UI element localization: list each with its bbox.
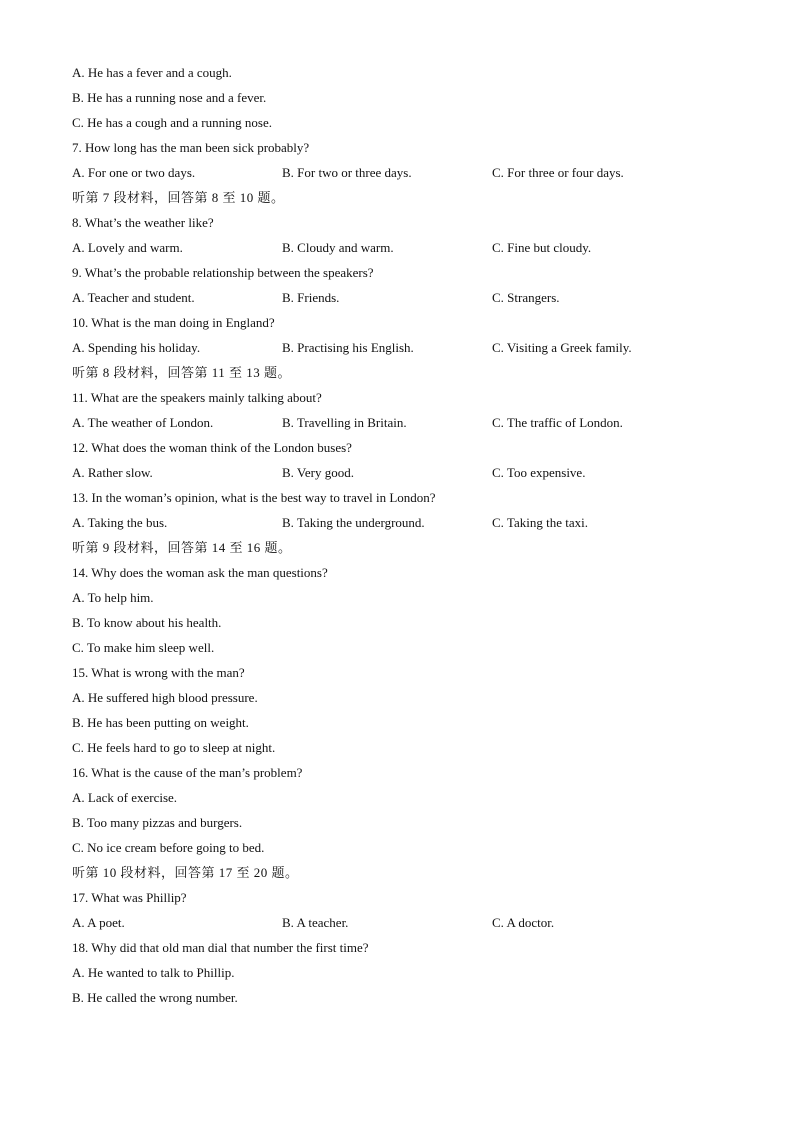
question-line: 9. What’s the probable relationship between the speakers?: [72, 265, 374, 280]
answer-option: A. The weather of London.: [72, 415, 214, 430]
answer-option: A. A poet.: [72, 915, 125, 930]
question-line: 14. Why does the woman ask the man questions?: [72, 565, 328, 580]
answer-option: C. Strangers.: [492, 290, 560, 305]
answer-option: C. Taking the taxi.: [492, 515, 588, 530]
question-line: A. To help him.: [72, 590, 154, 605]
answer-option: C. A doctor.: [492, 915, 555, 930]
options-row: [72, 414, 752, 439]
question-line: 12. What does the woman think of the London buses?: [72, 440, 352, 455]
question-line: C. He has a cough and a running nose.: [72, 115, 273, 130]
question-line: 11. What are the speakers mainly talking about?: [72, 390, 322, 405]
options-row: [72, 339, 752, 364]
question-line: C. To make him sleep well.: [72, 640, 215, 655]
options-row: [72, 239, 752, 264]
section-header: 听第 8 段材料，回答第 11 至 13 题。: [72, 365, 292, 380]
options-row: [72, 464, 752, 489]
question-line: 7. How long has the man been sick probably?: [72, 140, 310, 155]
answer-option: B. A teacher.: [282, 915, 349, 930]
question-line: C. He feels hard to go to sleep at night.: [72, 740, 276, 755]
question-line: B. Too many pizzas and burgers.: [72, 815, 243, 830]
answer-option: C. For three or four days.: [492, 165, 624, 180]
question-line: 17. What was Phillip?: [72, 890, 187, 905]
section-header: 听第 10 段材料，回答第 17 至 20 题。: [72, 865, 299, 880]
options-row: [72, 164, 752, 189]
question-line: 15. What is wrong with the man?: [72, 665, 245, 680]
answer-option: C. Fine but cloudy.: [492, 240, 592, 255]
answer-option: C. The traffic of London.: [492, 415, 623, 430]
answer-option: C. Too expensive.: [492, 465, 586, 480]
options-row: [72, 514, 752, 539]
exam-questions: [72, 64, 752, 1014]
answer-option: B. Travelling in Britain.: [282, 415, 407, 430]
answer-option: A. For one or two days.: [72, 165, 196, 180]
answer-option: B. Very good.: [282, 465, 354, 480]
question-line: A. He wanted to talk to Phillip.: [72, 965, 235, 980]
question-line: 8. What’s the weather like?: [72, 215, 214, 230]
question-line: 16. What is the cause of the man’s problem?: [72, 765, 303, 780]
question-line: C. No ice cream before going to bed.: [72, 840, 265, 855]
question-line: B. He has a running nose and a fever.: [72, 90, 267, 105]
question-line: 18. Why did that old man dial that number the first time?: [72, 940, 369, 955]
section-header: 听第 7 段材料，回答第 8 至 10 题。: [72, 190, 285, 205]
answer-option: A. Spending his holiday.: [72, 340, 201, 355]
answer-option: C. Visiting a Greek family.: [492, 340, 632, 355]
answer-option: B. Friends.: [282, 290, 340, 305]
answer-option: B. Cloudy and warm.: [282, 240, 394, 255]
question-line: B. He has been putting on weight.: [72, 715, 249, 730]
answer-option: A. Taking the bus.: [72, 515, 168, 530]
question-line: A. He suffered high blood pressure.: [72, 690, 258, 705]
answer-option: B. Taking the underground.: [282, 515, 425, 530]
options-row: [72, 914, 752, 939]
options-row: [72, 289, 752, 314]
answer-option: A. Teacher and student.: [72, 290, 195, 305]
answer-option: B. Practising his English.: [282, 340, 414, 355]
answer-option: A. Lovely and warm.: [72, 240, 183, 255]
answer-option: A. Rather slow.: [72, 465, 153, 480]
question-line: A. Lack of exercise.: [72, 790, 178, 805]
question-line: B. He called the wrong number.: [72, 990, 238, 1005]
question-line: 13. In the woman’s opinion, what is the best way to travel in London?: [72, 490, 436, 505]
question-line: A. He has a fever and a cough.: [72, 65, 232, 80]
question-line: B. To know about his health.: [72, 615, 222, 630]
question-line: 10. What is the man doing in England?: [72, 315, 275, 330]
answer-option: B. For two or three days.: [282, 165, 412, 180]
section-header: 听第 9 段材料，回答第 14 至 16 题。: [72, 540, 292, 555]
